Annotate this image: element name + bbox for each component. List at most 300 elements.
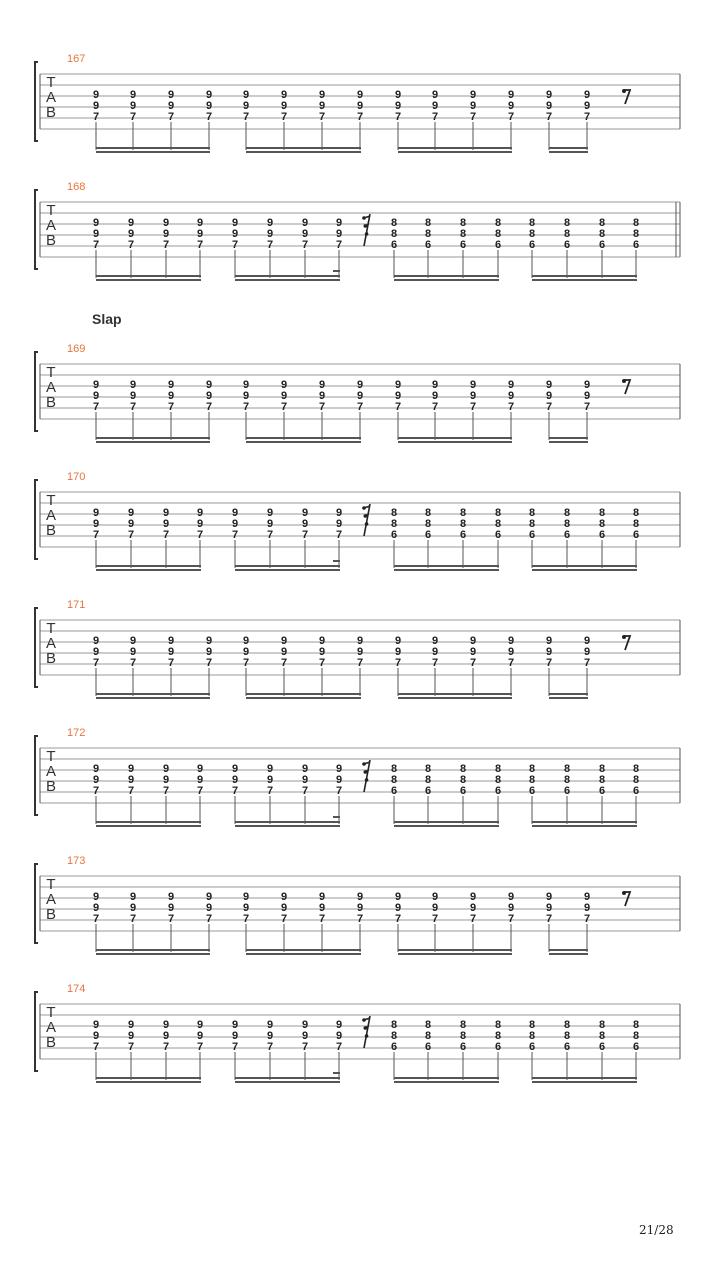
fret-number: 9 <box>507 635 515 647</box>
measure-number: 173 <box>67 855 86 867</box>
beam-primary <box>549 949 588 951</box>
fret-number: 7 <box>167 401 175 413</box>
beam-primary <box>394 821 499 823</box>
tab-systems <box>35 53 680 1083</box>
fret-number: 9 <box>318 902 326 914</box>
fret-number: 8 <box>528 518 536 530</box>
fret-number: 7 <box>129 401 137 413</box>
tab-letter-a: A <box>45 379 57 396</box>
fret-number: 9 <box>129 89 137 101</box>
fret-number: 9 <box>394 379 402 391</box>
fret-number: 7 <box>162 1041 170 1053</box>
tab-letter-t: T <box>46 202 56 219</box>
fret-number: 8 <box>494 1019 502 1031</box>
fret-number: 8 <box>528 507 536 519</box>
fret-number: 9 <box>583 89 591 101</box>
fret-number: 7 <box>301 785 309 797</box>
fret-number: 9 <box>167 100 175 112</box>
fret-number: 9 <box>92 228 100 240</box>
system-brace <box>35 736 38 815</box>
fret-number: 7 <box>242 111 250 123</box>
tab-clef <box>46 748 56 795</box>
fret-number: 7 <box>205 913 213 925</box>
fret-number: 9 <box>196 217 204 229</box>
tab-letter-t: T <box>46 492 56 509</box>
fret-number: 9 <box>196 228 204 240</box>
fret-number: 9 <box>162 507 170 519</box>
beam-partial <box>333 1072 340 1074</box>
beam-secondary <box>246 953 361 955</box>
fret-number: 7 <box>231 785 239 797</box>
fret-number: 9 <box>356 100 364 112</box>
rest-dot <box>362 216 366 220</box>
fret-number: 8 <box>528 217 536 229</box>
tab-system-168 <box>35 181 680 281</box>
fret-number: 9 <box>507 390 515 402</box>
fret-number: 7 <box>92 657 100 669</box>
fret-number: 6 <box>390 1041 398 1053</box>
fret-number: 7 <box>92 785 100 797</box>
beam-primary <box>398 693 512 695</box>
fret-number: 9 <box>431 646 439 658</box>
tab-system-171 <box>35 599 680 699</box>
fret-number: 7 <box>129 111 137 123</box>
fret-number: 8 <box>424 774 432 786</box>
rest-dot <box>365 232 369 236</box>
fret-number: 7 <box>127 239 135 251</box>
beam-primary <box>532 565 637 567</box>
beam-primary <box>394 565 499 567</box>
fret-number: 7 <box>469 913 477 925</box>
beam-secondary <box>532 825 637 827</box>
fret-number: 7 <box>507 401 515 413</box>
fret-number: 9 <box>242 89 250 101</box>
rest-dot <box>363 514 367 518</box>
fret-number: 9 <box>92 635 100 647</box>
fret-number: 7 <box>280 657 288 669</box>
tab-letter-t: T <box>46 74 56 91</box>
fret-number: 9 <box>335 217 343 229</box>
system-brace <box>35 62 38 141</box>
fret-number: 9 <box>280 635 288 647</box>
beam-primary <box>532 1077 637 1079</box>
fret-number: 7 <box>507 657 515 669</box>
fret-number: 7 <box>266 1041 274 1053</box>
fret-number: 9 <box>469 89 477 101</box>
tab-system-169 <box>35 343 680 443</box>
fret-number: 6 <box>390 785 398 797</box>
fret-number: 7 <box>92 529 100 541</box>
fret-number: 6 <box>598 529 606 541</box>
fret-number: 7 <box>162 529 170 541</box>
fret-number: 9 <box>162 774 170 786</box>
fret-number: 8 <box>598 763 606 775</box>
beam-primary <box>96 565 201 567</box>
fret-number: 9 <box>92 217 100 229</box>
fret-number: 8 <box>494 518 502 530</box>
fret-number: 8 <box>598 774 606 786</box>
fret-number: 9 <box>394 891 402 903</box>
tab-letter-b: B <box>45 522 57 539</box>
fret-number: 8 <box>424 1030 432 1042</box>
fret-number: 9 <box>431 100 439 112</box>
tab-clef <box>46 876 56 923</box>
fret-number: 8 <box>459 228 467 240</box>
tab-system-167 <box>35 53 680 153</box>
fret-number: 8 <box>598 1030 606 1042</box>
beam-primary <box>96 147 210 149</box>
fret-number: 9 <box>231 1030 239 1042</box>
fret-number: 8 <box>632 1030 640 1042</box>
measure-number: 172 <box>67 727 86 739</box>
measure-number: 170 <box>67 471 86 483</box>
fret-number: 9 <box>129 646 137 658</box>
fret-number: 8 <box>494 1030 502 1042</box>
fret-number: 9 <box>469 100 477 112</box>
fret-number: 8 <box>390 774 398 786</box>
tab-letter-b: B <box>45 1034 57 1051</box>
fret-number: 6 <box>563 1041 571 1053</box>
fret-number: 7 <box>92 913 100 925</box>
fret-number: 9 <box>92 89 100 101</box>
fret-number: 7 <box>335 785 343 797</box>
fret-number: 7 <box>583 657 591 669</box>
beam-primary <box>532 821 637 823</box>
tab-clef <box>46 1004 56 1051</box>
fret-number: 8 <box>632 217 640 229</box>
fret-number: 6 <box>598 785 606 797</box>
fret-number: 9 <box>242 635 250 647</box>
fret-number: 7 <box>231 529 239 541</box>
fret-number: 7 <box>583 913 591 925</box>
tab-clef <box>46 364 56 411</box>
fret-number: 9 <box>356 902 364 914</box>
measure-number: 167 <box>67 53 86 65</box>
fret-number: 9 <box>469 379 477 391</box>
fret-number: 7 <box>162 239 170 251</box>
tab-letter-b: B <box>45 778 57 795</box>
fret-number: 8 <box>459 774 467 786</box>
fret-number: 6 <box>459 1041 467 1053</box>
fret-number: 6 <box>563 785 571 797</box>
beam-secondary <box>246 697 361 699</box>
fret-number: 9 <box>301 774 309 786</box>
fret-number: 9 <box>196 774 204 786</box>
fret-number: 9 <box>280 902 288 914</box>
beam-secondary <box>532 279 637 281</box>
tab-letter-a: A <box>45 763 57 780</box>
fret-number: 9 <box>205 89 213 101</box>
fret-number: 7 <box>167 657 175 669</box>
fret-number: 9 <box>583 902 591 914</box>
beam-primary <box>96 275 201 277</box>
page-number: 21/28 <box>639 1223 674 1237</box>
fret-number: 9 <box>301 217 309 229</box>
fret-number: 9 <box>92 100 100 112</box>
fret-number: 9 <box>545 646 553 658</box>
fret-number: 8 <box>424 228 432 240</box>
fret-number: 6 <box>632 239 640 251</box>
fret-number: 9 <box>242 390 250 402</box>
fret-number: 7 <box>242 401 250 413</box>
system-brace <box>35 992 38 1071</box>
fret-number: 7 <box>280 913 288 925</box>
fret-number: 6 <box>494 1041 502 1053</box>
fret-number: 9 <box>545 891 553 903</box>
fret-number: 9 <box>196 1019 204 1031</box>
fret-number: 9 <box>266 518 274 530</box>
thirty-second-rest <box>362 760 370 792</box>
fret-number: 7 <box>242 913 250 925</box>
rest-dot <box>365 1034 369 1038</box>
fret-number: 9 <box>167 646 175 658</box>
eighth-rest-dot <box>622 379 626 383</box>
fret-number: 7 <box>301 239 309 251</box>
fret-number: 9 <box>127 763 135 775</box>
tab-clef <box>46 202 56 249</box>
beam-primary <box>246 949 361 951</box>
fret-number: 9 <box>162 763 170 775</box>
fret-number: 9 <box>129 891 137 903</box>
fret-number: 9 <box>318 635 326 647</box>
tab-letter-b: B <box>45 394 57 411</box>
fret-number: 9 <box>231 228 239 240</box>
fret-number: 9 <box>583 646 591 658</box>
beam-primary <box>96 949 210 951</box>
fret-number: 7 <box>318 401 326 413</box>
fret-number: 7 <box>335 529 343 541</box>
fret-number: 8 <box>563 507 571 519</box>
beam-secondary <box>549 151 588 153</box>
fret-number: 9 <box>129 100 137 112</box>
fret-number: 9 <box>335 774 343 786</box>
beam-secondary <box>532 569 637 571</box>
fret-number: 9 <box>301 763 309 775</box>
fret-number: 9 <box>231 217 239 229</box>
fret-number: 9 <box>266 228 274 240</box>
beam-primary <box>246 147 361 149</box>
fret-number: 8 <box>563 763 571 775</box>
beam-secondary <box>394 825 499 827</box>
tab-letter-a: A <box>45 1019 57 1036</box>
beam-primary <box>394 275 499 277</box>
thirty-second-rest <box>362 504 370 536</box>
fret-number: 8 <box>598 518 606 530</box>
fret-number: 8 <box>563 1030 571 1042</box>
measure-number: 169 <box>67 343 86 355</box>
fret-number: 9 <box>266 217 274 229</box>
fret-number: 9 <box>335 1019 343 1031</box>
fret-number: 7 <box>231 1041 239 1053</box>
fret-number: 9 <box>318 891 326 903</box>
beam-primary <box>549 147 588 149</box>
fret-number: 9 <box>356 89 364 101</box>
fret-number: 9 <box>127 1030 135 1042</box>
fret-number: 7 <box>431 657 439 669</box>
eighth-rest-dot <box>622 89 626 93</box>
fret-number: 9 <box>318 379 326 391</box>
fret-number: 8 <box>563 518 571 530</box>
fret-number: 7 <box>127 1041 135 1053</box>
beam-secondary <box>96 1081 201 1083</box>
fret-number: 7 <box>92 401 100 413</box>
fret-number: 8 <box>390 228 398 240</box>
fret-number: 9 <box>545 902 553 914</box>
system-brace <box>35 864 38 943</box>
fret-number: 8 <box>390 217 398 229</box>
fret-number: 7 <box>205 111 213 123</box>
fret-number: 7 <box>301 529 309 541</box>
fret-number: 7 <box>394 657 402 669</box>
fret-number: 9 <box>129 635 137 647</box>
fret-number: 9 <box>545 100 553 112</box>
fret-number: 7 <box>266 529 274 541</box>
fret-number: 9 <box>469 891 477 903</box>
beam-secondary <box>394 279 499 281</box>
beam-primary <box>96 821 201 823</box>
fret-number: 9 <box>127 217 135 229</box>
beam-secondary <box>235 825 340 827</box>
beam-primary <box>96 693 210 695</box>
fret-number: 8 <box>390 1019 398 1031</box>
fret-number: 9 <box>266 763 274 775</box>
fret-number: 9 <box>356 891 364 903</box>
fret-number: 9 <box>242 379 250 391</box>
fret-number: 7 <box>280 401 288 413</box>
fret-number: 7 <box>507 111 515 123</box>
fret-number: 9 <box>162 228 170 240</box>
beam-primary <box>235 565 340 567</box>
fret-number: 7 <box>545 401 553 413</box>
fret-number: 8 <box>598 1019 606 1031</box>
fret-number: 9 <box>231 518 239 530</box>
fret-number: 9 <box>266 1019 274 1031</box>
tab-letter-a: A <box>45 507 57 524</box>
fret-number: 9 <box>356 379 364 391</box>
fret-number: 8 <box>390 518 398 530</box>
fret-number: 9 <box>266 507 274 519</box>
fret-number: 8 <box>390 1030 398 1042</box>
tab-system-172 <box>35 727 680 827</box>
fret-number: 8 <box>563 774 571 786</box>
beam-primary <box>549 437 588 439</box>
fret-number: 7 <box>394 913 402 925</box>
tab-letter-a: A <box>45 635 57 652</box>
fret-number: 7 <box>205 657 213 669</box>
fret-number: 7 <box>196 529 204 541</box>
rest-dot <box>363 224 367 228</box>
fret-number: 6 <box>632 1041 640 1053</box>
tab-letter-b: B <box>45 232 57 249</box>
beam-primary <box>532 275 637 277</box>
fret-number: 7 <box>92 1041 100 1053</box>
fret-number: 7 <box>205 401 213 413</box>
fret-number: 7 <box>266 785 274 797</box>
fret-number: 7 <box>431 401 439 413</box>
tab-clef <box>46 492 56 539</box>
fret-number: 9 <box>266 1030 274 1042</box>
fret-number: 7 <box>129 913 137 925</box>
fret-number: 9 <box>92 507 100 519</box>
fret-number: 9 <box>196 507 204 519</box>
beam-secondary <box>96 151 210 153</box>
measure-number: 174 <box>67 983 86 995</box>
fret-number: 9 <box>280 390 288 402</box>
beam-partial <box>333 816 340 818</box>
fret-number: 7 <box>92 239 100 251</box>
fret-number: 9 <box>431 891 439 903</box>
beam-primary <box>235 1077 340 1079</box>
beam-primary <box>235 821 340 823</box>
fret-number: 6 <box>563 239 571 251</box>
fret-number: 7 <box>469 657 477 669</box>
tab-system-174 <box>35 983 680 1083</box>
fret-number: 7 <box>196 1041 204 1053</box>
fret-number: 6 <box>424 239 432 251</box>
fret-number: 8 <box>528 763 536 775</box>
fret-number: 9 <box>92 518 100 530</box>
fret-number: 8 <box>494 774 502 786</box>
beam-primary <box>235 275 340 277</box>
fret-number: 9 <box>127 518 135 530</box>
fret-number: 8 <box>528 1030 536 1042</box>
fret-number: 9 <box>92 763 100 775</box>
beam-secondary <box>549 953 588 955</box>
fret-number: 6 <box>598 239 606 251</box>
fret-number: 9 <box>280 379 288 391</box>
fret-number: 7 <box>545 111 553 123</box>
fret-number: 7 <box>127 785 135 797</box>
fret-number: 8 <box>632 763 640 775</box>
fret-number: 7 <box>356 913 364 925</box>
beam-secondary <box>246 441 361 443</box>
fret-number: 6 <box>390 239 398 251</box>
thirty-second-rest <box>362 1016 370 1048</box>
fret-number: 6 <box>459 529 467 541</box>
beam-secondary <box>96 825 201 827</box>
beam-secondary <box>96 953 210 955</box>
tab-letter-t: T <box>46 620 56 637</box>
rest-dot <box>362 506 366 510</box>
fret-number: 9 <box>335 1030 343 1042</box>
fret-number: 9 <box>167 635 175 647</box>
fret-number: 9 <box>242 100 250 112</box>
fret-number: 7 <box>318 657 326 669</box>
beam-primary <box>398 949 512 951</box>
fret-number: 9 <box>318 100 326 112</box>
fret-number: 9 <box>280 891 288 903</box>
tab-letter-t: T <box>46 1004 56 1021</box>
fret-number: 9 <box>280 646 288 658</box>
rest-dot <box>365 778 369 782</box>
fret-number: 8 <box>632 518 640 530</box>
fret-number: 8 <box>390 763 398 775</box>
fret-number: 6 <box>424 1041 432 1053</box>
tab-letter-b: B <box>45 906 57 923</box>
beam-secondary <box>246 151 361 153</box>
fret-number: 6 <box>494 529 502 541</box>
beam-partial <box>333 270 340 272</box>
fret-number: 9 <box>92 390 100 402</box>
fret-number: 9 <box>167 390 175 402</box>
fret-number: 9 <box>431 902 439 914</box>
system-brace <box>35 352 38 431</box>
rest-dot <box>363 770 367 774</box>
beam-secondary <box>398 151 512 153</box>
fret-number: 9 <box>318 89 326 101</box>
fret-number: 7 <box>231 239 239 251</box>
fret-number: 9 <box>583 891 591 903</box>
